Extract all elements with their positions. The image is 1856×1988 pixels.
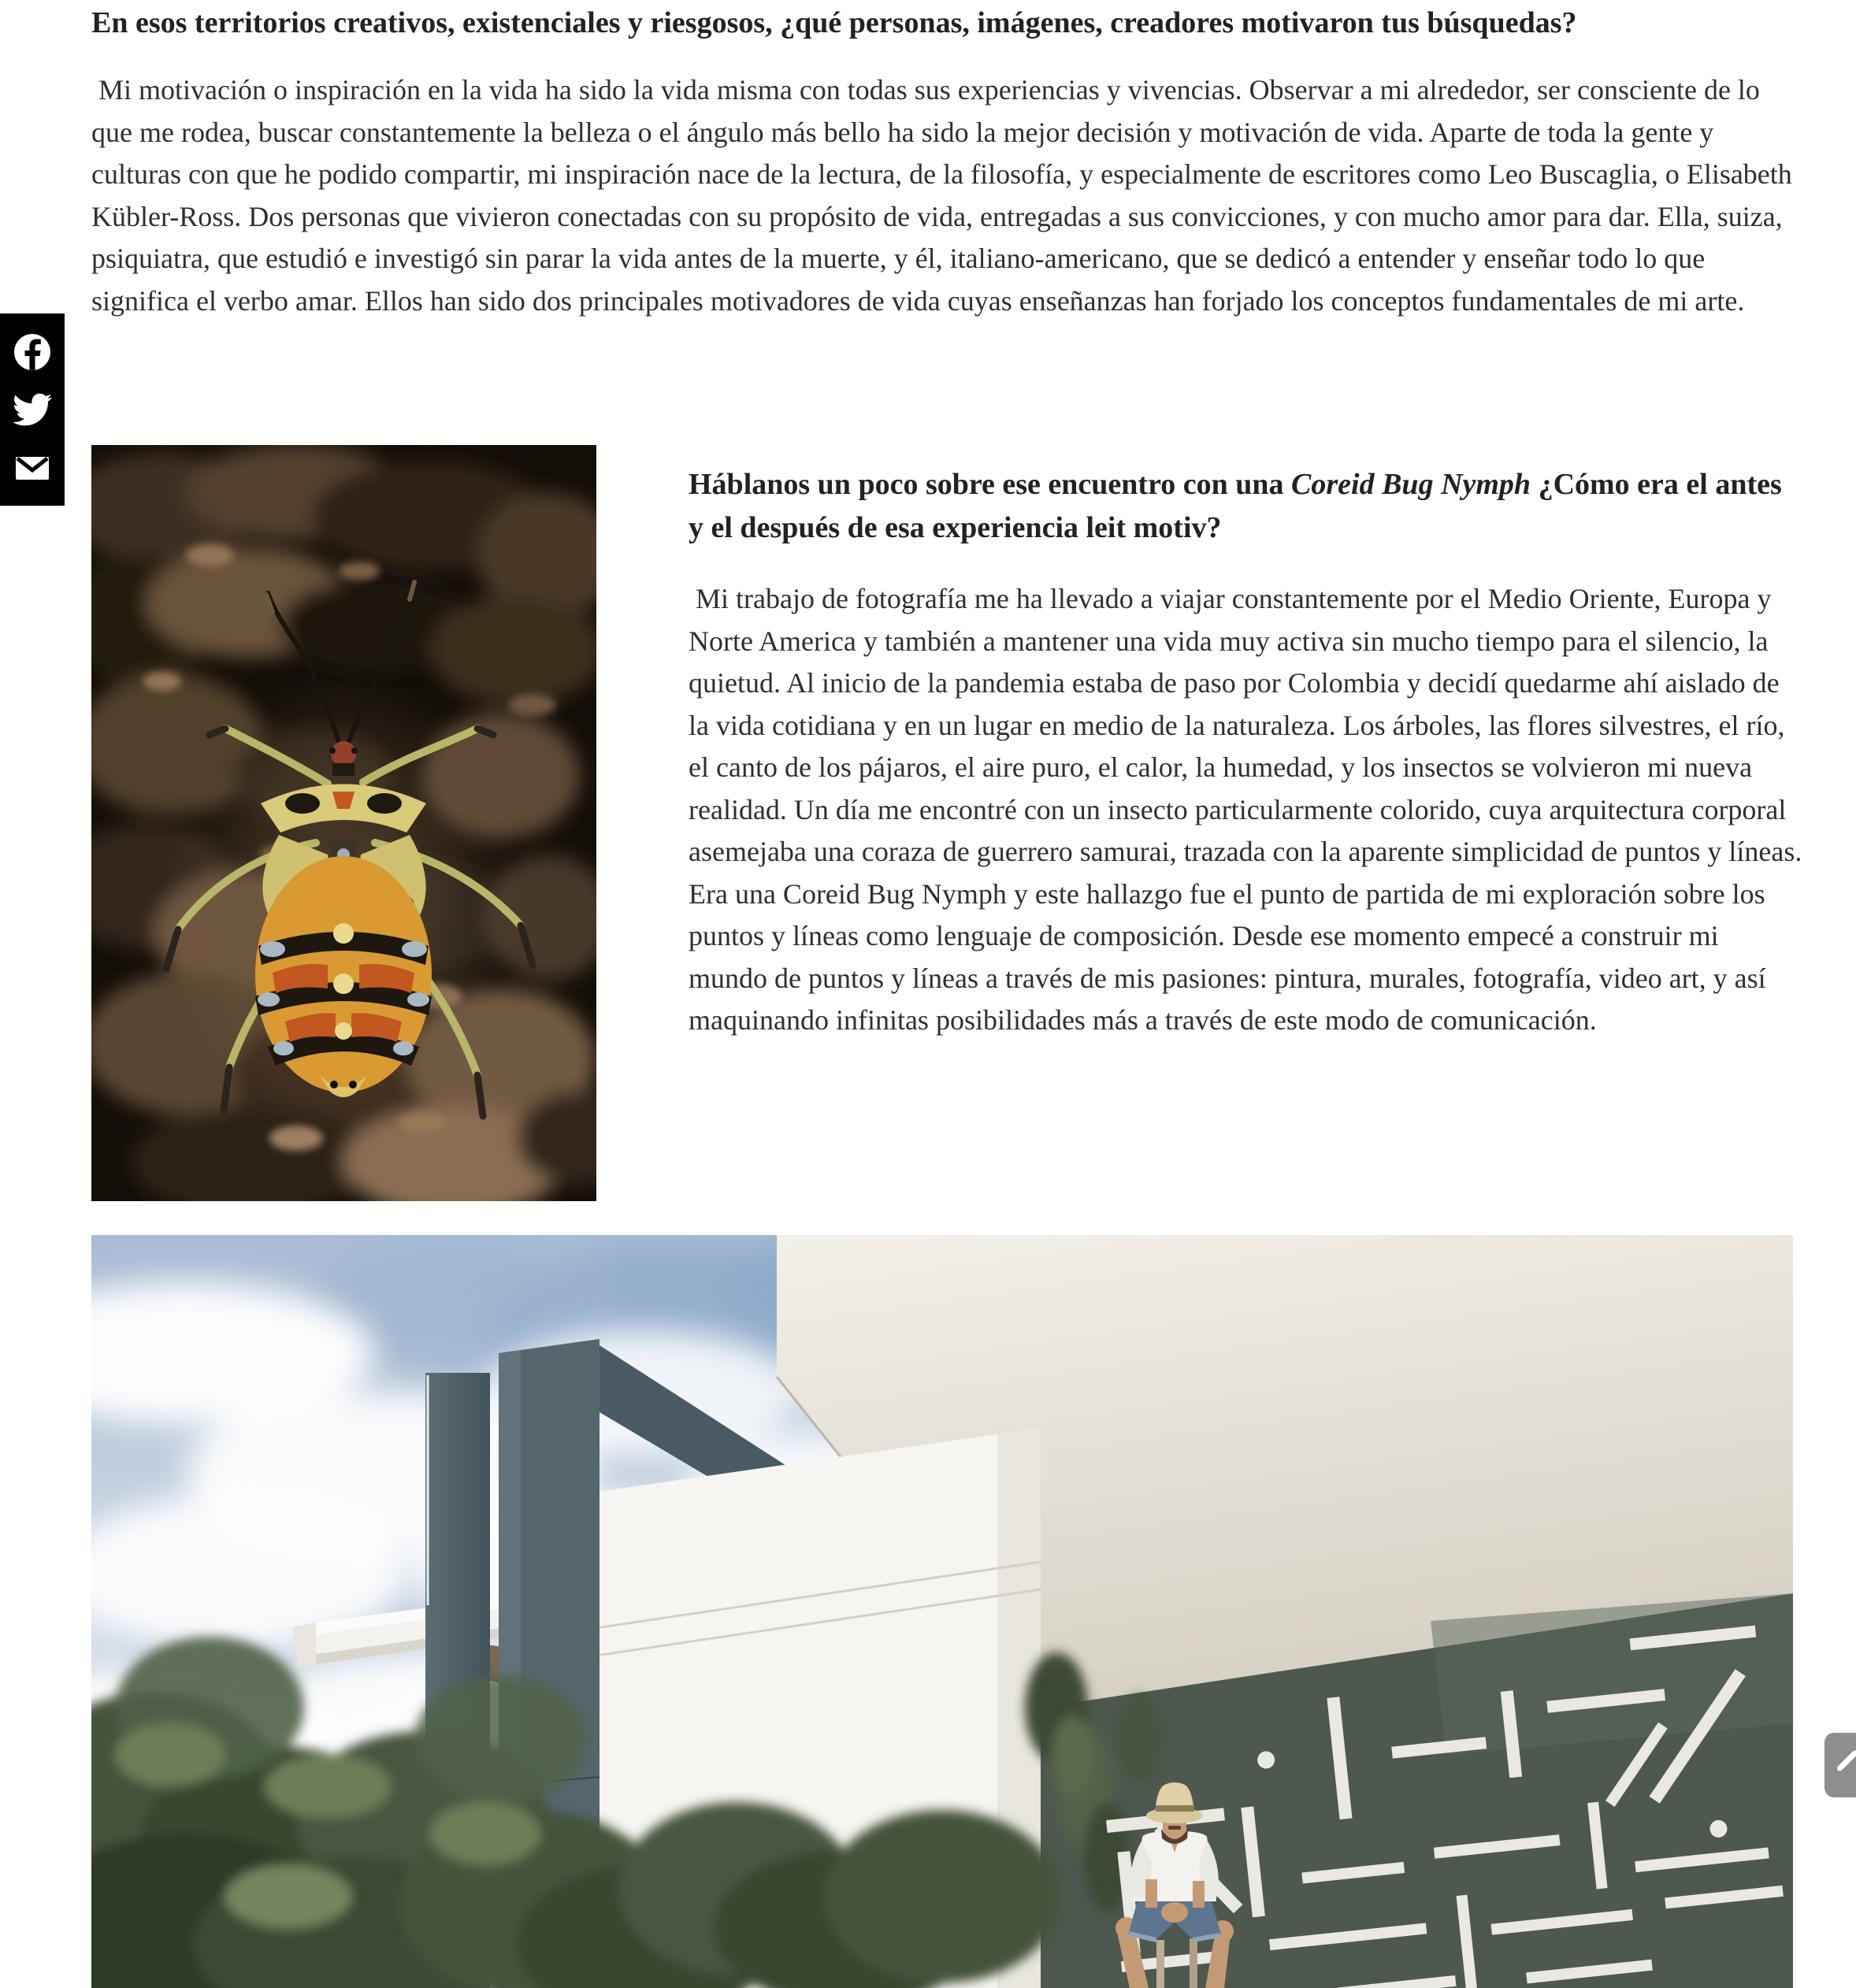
facebook-icon [13, 332, 52, 372]
share-email-button[interactable] [13, 448, 52, 488]
scroll-widget-button[interactable] [1824, 1733, 1856, 1797]
coreid-bug-nymph-photo [91, 445, 596, 1201]
question-text-part: Háblanos un poco sobre ese encuentro con una [689, 468, 1292, 501]
architecture-mural-photo [91, 1235, 1793, 1988]
interview-question-block [689, 443, 1810, 1042]
twitter-icon [13, 390, 52, 429]
share-twitter-button[interactable] [13, 390, 52, 429]
share-facebook-button[interactable] [13, 332, 52, 372]
question-heading-1: En esos territorios creativos, existenciales y riesgosos, ¿qué personas, imágenes, creadores motivaron tus búsquedas? [91, 6, 1577, 39]
pencil-icon [1836, 1749, 1856, 1772]
share-toolbar [0, 313, 65, 506]
answer-paragraph-2: Mi trabajo de fotografía me ha llevado a viajar constantemente por el Medio Oriente, Europa y Norte America y también a mantener una vida muy activa sin mucho tiempo para el silencio, la quietud. Al inicio de la pandemia estaba de paso por Colombia y decidí quedarme ahí aislado de la vida cotidiana y en un lugar en medio de la naturaleza. Los árboles, las flores silvestres, el río, el canto de los pájaros, el aire puro, el calor, la humedad, y los insectos se volvieron mi nueva realidad. Un día me encontré con un insecto particularmente colorido, cuya arquitectura corporal asemejaba una coraza de guerrero samurai, trazada con la aparente simplicidad de puntos y líneas. Era una Coreid Bug Nymph y este hallazgo fue el punto de partida de mi exploración sobre los puntos y líneas como lenguaje de composición. Desde ese momento empecé a construir mi mundo de puntos y líneas a través de mis pasiones: pintura, murales, fotografía, video art, y así maquinando infinitas posibilidades más a través de este modo de comunicación. [689, 583, 1810, 1036]
email-icon [13, 448, 52, 488]
architecture-illustration [91, 1235, 1793, 1988]
question-heading-2 [689, 443, 1804, 550]
question-text-part: ¿Cómo era el antes y el después de esa experiencia leit motiv? [689, 468, 1782, 544]
species-name-italic: Coreid Bug Nymph [1291, 468, 1531, 501]
answer-paragraph-1: Mi motivación o inspiración en la vida ha sido la vida misma con todas sus experiencias y vivencias. Observar a mi alrededor, ser consciente de lo que me rodea, buscar constantemente la belleza o el ángulo más bello ha sido la mejor decisión y motivación de vida. Aparte de toda la gente y culturas con que he podido compartir, mi inspiración nace de la lectura, de la filosofía, y especialmente de escritores como Leo Buscaglia, o Elisabeth Kübler-Ross. Dos personas que vivieron conectadas con su propósito de vida, entregadas a sus convicciones, y con mucho amor para dar. Ella, suiza, psiquiatra, que estudió e investigó sin parar la vida antes de la muerte, y él, italiano-americano, que se dedicó a entender y enseñar todo lo que significa el verbo amar. Ellos han sido dos principales motivadores de vida cuyas enseñanzas han forjado los conceptos fundamentales de mi arte. [91, 74, 1799, 317]
coreid-bug-nymph-illustration [91, 445, 596, 1201]
